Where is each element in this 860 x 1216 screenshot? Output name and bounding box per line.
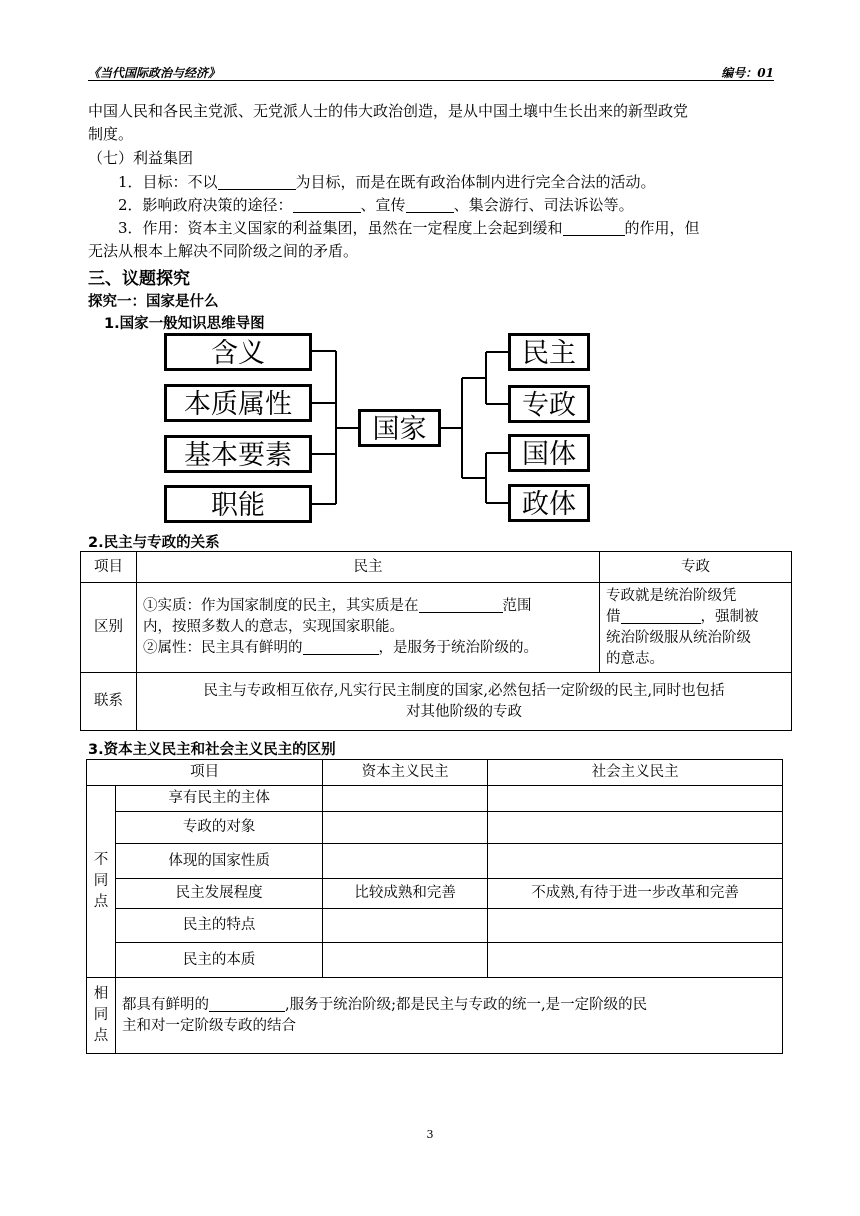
table-cell: 不成熟,有待于进一步改革和完善 <box>488 879 783 909</box>
table-cell <box>323 943 488 978</box>
relation-cell: 民主与专政相互依存,凡实行民主制度的国家,必然包括一定阶级的民主,同时也包括 对其他阶级的专政 <box>137 673 792 731</box>
row-label-similarities: 相 同 点 <box>87 978 116 1054</box>
row-label-relation: 联系 <box>81 673 137 731</box>
mindmap-title: 1.国家一般知识思维导图 <box>104 316 265 332</box>
row-label-difference: 区别 <box>81 583 137 673</box>
table-cell: 比较成熟和完善 <box>323 879 488 909</box>
table2-title: 3.资本主义民主和社会主义民主的区别 <box>88 742 336 758</box>
table-row-item: 民主发展程度 <box>116 879 323 909</box>
blank-field[interactable] <box>419 596 503 613</box>
page-header <box>88 60 774 81</box>
explore1-title: 探究一：国家是什么 <box>88 294 219 310</box>
table-header: 社会主义民主 <box>488 760 783 786</box>
table-cell <box>488 943 783 978</box>
table1-title: 2.民主与专政的关系 <box>88 535 220 551</box>
table-cell <box>323 786 488 812</box>
row-label-differences: 不 同 点 <box>87 786 116 978</box>
democracy-dictatorship-table <box>80 551 792 731</box>
page-number: 3 <box>426 1128 434 1141</box>
intro-line-2: 制度。 <box>88 125 134 143</box>
table-cell <box>323 812 488 844</box>
blank-field[interactable] <box>293 196 361 213</box>
mindmap-node-meaning: 含义 <box>164 333 312 371</box>
similarities-cell: 都具有鲜明的 ,服务于统治阶级;都是民主与专政的统一,是一定阶级的民 主和对一定阶级专政的结合 <box>116 978 783 1054</box>
mindmap-node-state-system: 国体 <box>508 434 590 472</box>
table-header: 项目 <box>81 552 137 583</box>
section7-item2: 2．影响政府决策的途径： 、宣传 、集会游行、司法诉讼等。 <box>118 196 634 214</box>
dictatorship-difference-cell: 专政就是统治阶级凭 借 ，强制被 统治阶级服从统治阶级 的意志。 <box>600 583 792 673</box>
table-row-item: 民主的本质 <box>116 943 323 978</box>
mindmap-node-functions: 职能 <box>164 485 312 523</box>
book-title: 《当代国际政治与经济》 <box>88 66 221 80</box>
section3-title: 三、议题探究 <box>88 269 190 289</box>
section7-item1: 1．目标：不以 为目标，而是在既有政治体制内进行完全合法的活动。 <box>118 173 656 191</box>
doc-number: 编号：01 <box>721 66 774 80</box>
blank-field[interactable] <box>303 638 379 655</box>
capitalist-socialist-democracy-table <box>86 759 783 1054</box>
table-cell <box>488 844 783 879</box>
table-header: 项目 <box>87 760 323 786</box>
intro-line-1: 中国人民和各民主党派、无党派人士的伟大政治创造，是从中国土壤中生长出来的新型政党 <box>88 102 689 120</box>
mindmap-node-state: 国家 <box>358 409 441 447</box>
blank-field[interactable] <box>406 196 454 213</box>
section7-item3: 3．作用：资本主义国家的利益集团，虽然在一定程度上会起到缓和 的作用，但 <box>118 219 700 237</box>
democracy-difference-cell: ①实质：作为国家制度的民主，其实质是在 范围 内，按照多数人的意志，实现国家职能。 ②属性：民主具有鲜明的 ，是服务于统治阶级的。 <box>137 583 600 673</box>
blank-field[interactable] <box>209 995 285 1012</box>
mindmap-node-democracy: 民主 <box>508 333 590 371</box>
table-cell <box>488 786 783 812</box>
blank-field[interactable] <box>563 219 625 236</box>
table-cell <box>323 909 488 943</box>
table-cell <box>488 812 783 844</box>
section7-title: （七）利益集团 <box>88 149 194 167</box>
table-header: 民主 <box>137 552 600 583</box>
table-cell <box>323 844 488 879</box>
section7-item3-cont: 无法从根本上解决不同阶级之间的矛盾。 <box>88 242 359 260</box>
mindmap-node-government-form: 政体 <box>508 484 590 522</box>
mindmap-node-nature: 本质属性 <box>164 384 312 422</box>
blank-field[interactable] <box>218 173 296 190</box>
mindmap-node-dictatorship: 专政 <box>508 385 590 423</box>
mindmap-node-elements: 基本要素 <box>164 435 312 473</box>
table-row-item: 民主的特点 <box>116 909 323 943</box>
table-cell <box>488 909 783 943</box>
blank-field[interactable] <box>621 607 701 624</box>
table-row-item: 享有民主的主体 <box>116 786 323 812</box>
table-header: 资本主义民主 <box>323 760 488 786</box>
table-header: 专政 <box>600 552 792 583</box>
table-row-item: 体现的国家性质 <box>116 844 323 879</box>
table-row-item: 专政的对象 <box>116 812 323 844</box>
